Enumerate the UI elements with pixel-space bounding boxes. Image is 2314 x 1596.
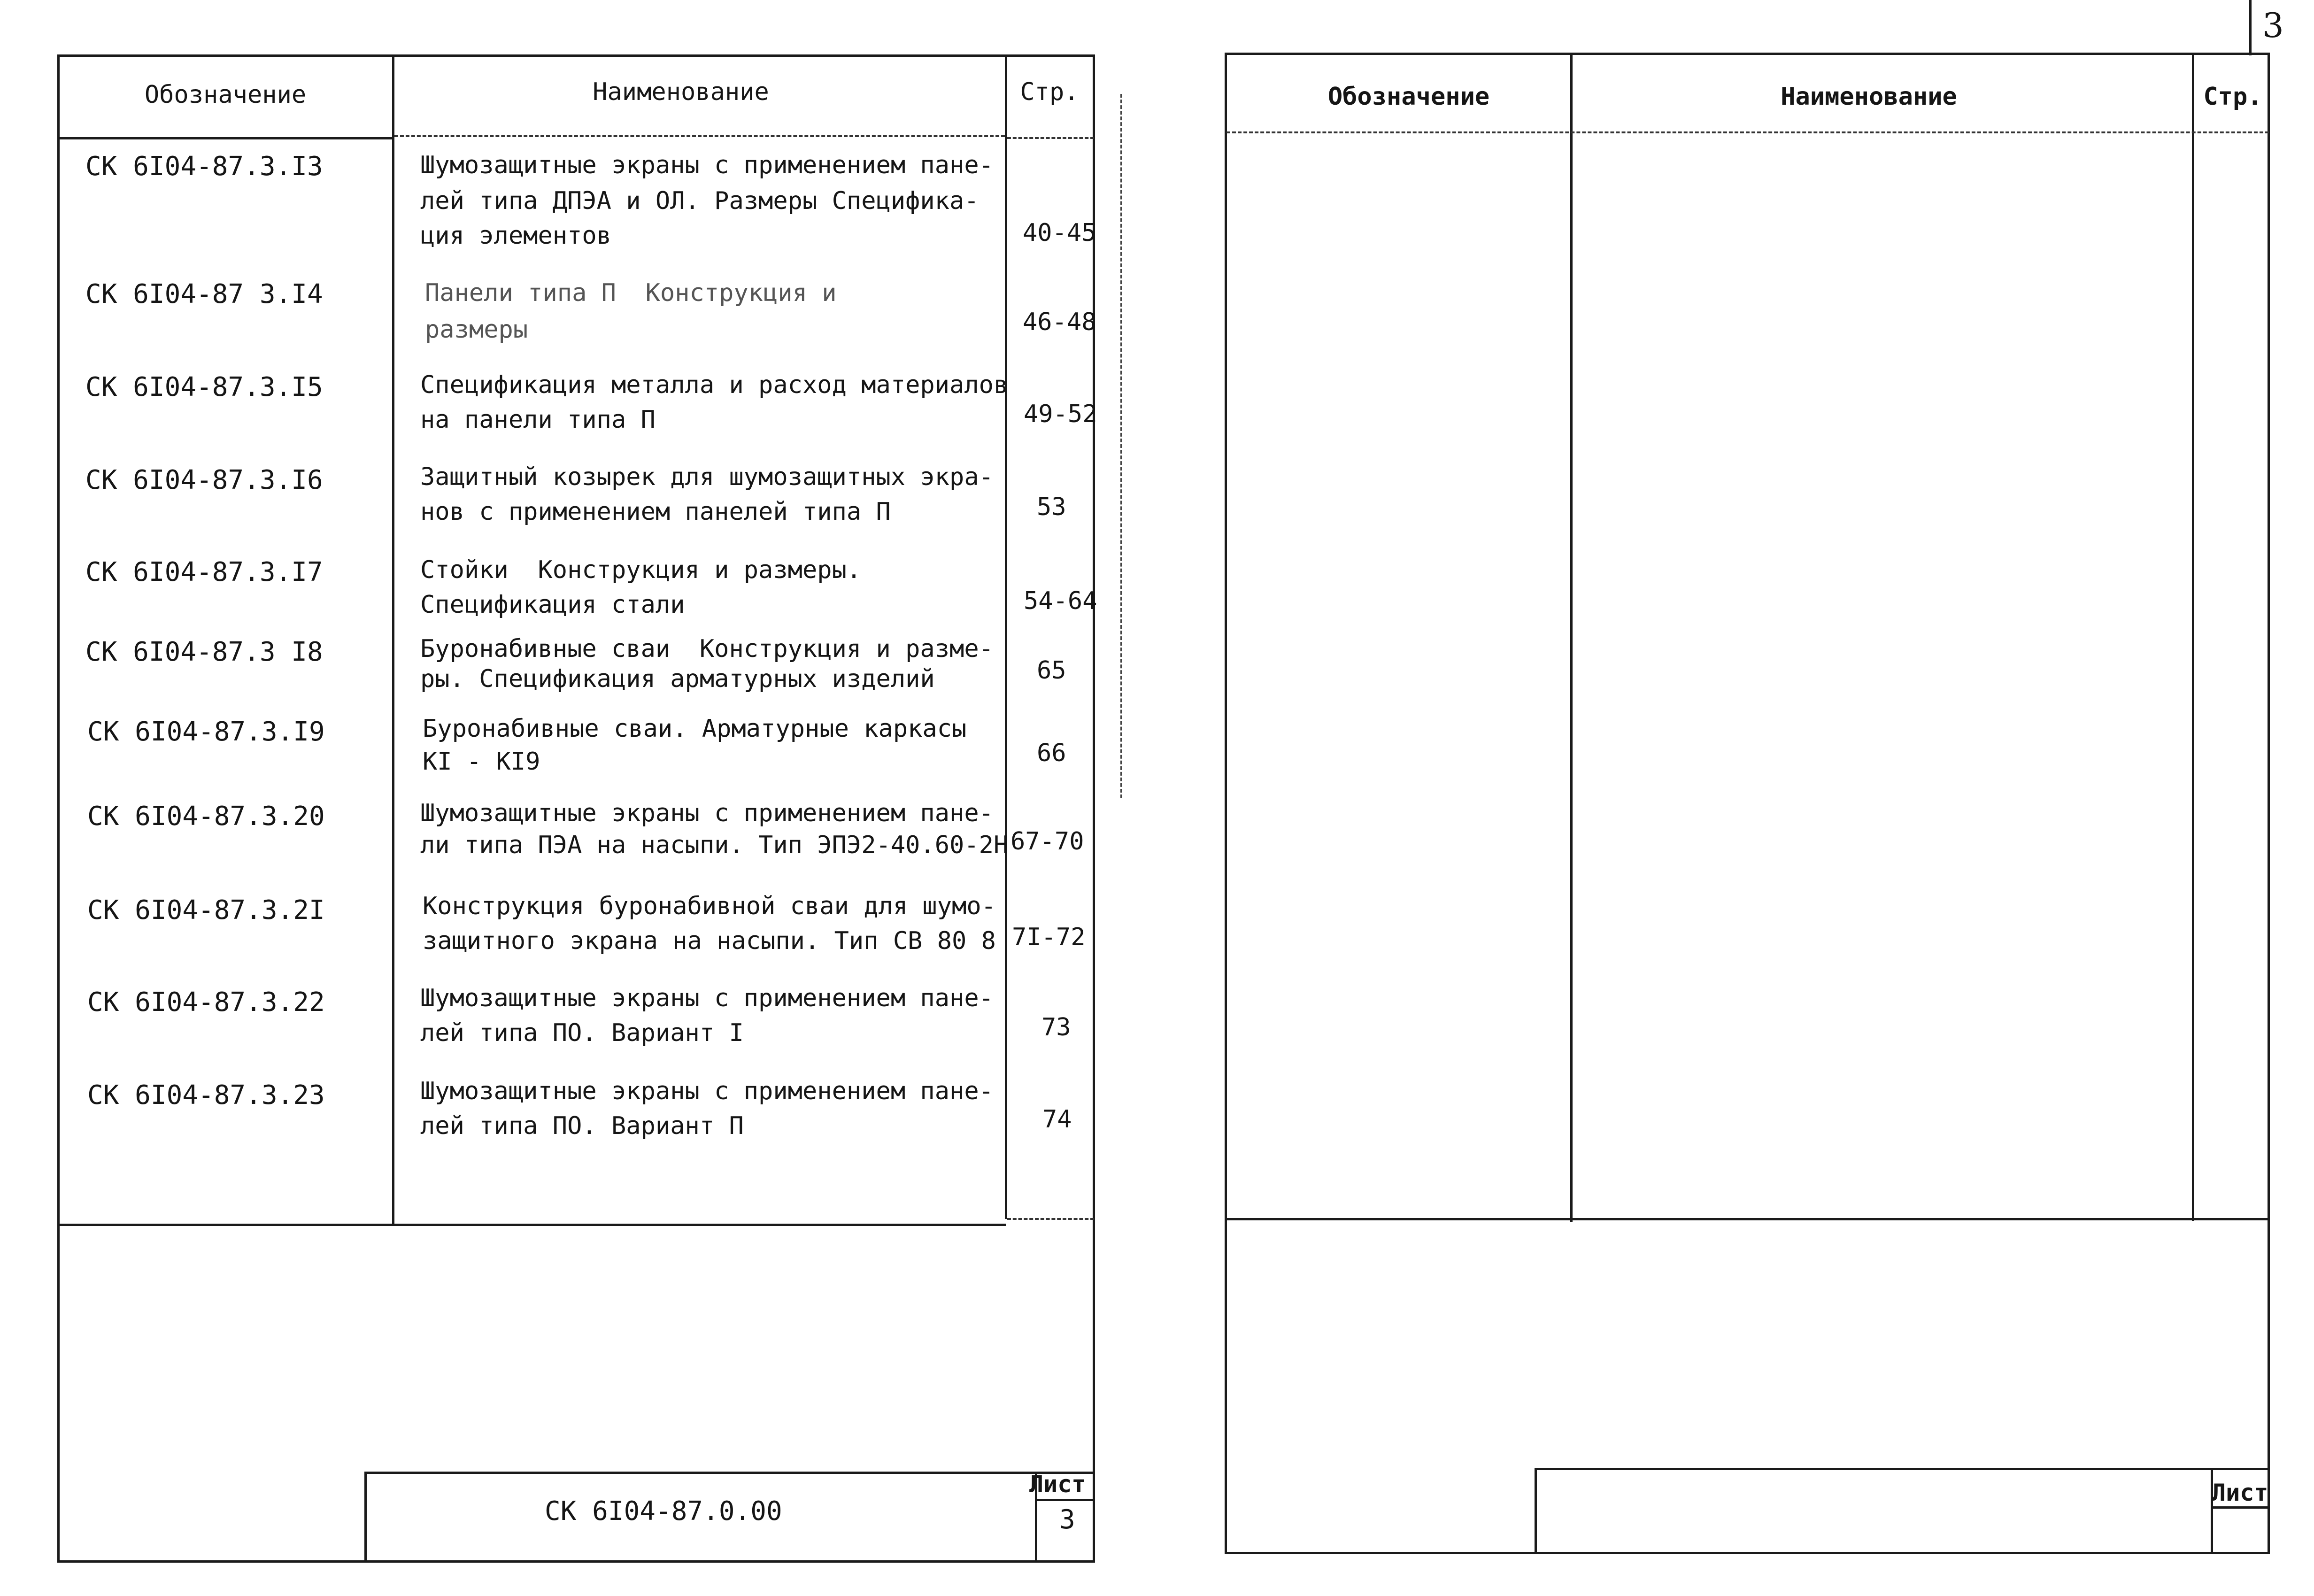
- right-stamp-sheet-label: Лист: [2212, 1479, 2268, 1506]
- row-page: 46-48: [1023, 308, 1096, 336]
- row-name-line: Стойки Конструкция и размеры.: [420, 556, 862, 584]
- row-name-line: размеры: [425, 316, 528, 344]
- row-page: 74: [1042, 1105, 1072, 1133]
- row-code: СК 6I04-87.3.2I: [87, 895, 325, 925]
- row-page: 65: [1037, 656, 1066, 685]
- row-code: СК 6I04-87 3.I4: [85, 279, 323, 309]
- row-page: 66: [1037, 739, 1066, 767]
- row-name-line: Шумозащитные экраны с применением пане-: [420, 984, 994, 1012]
- corner-box-rule: [2249, 0, 2252, 55]
- left-table-bottom-dash: [1007, 1218, 1094, 1220]
- right-header-name: Наименование: [1781, 83, 1957, 111]
- row-code: СК 6I04-87.3.23: [87, 1080, 325, 1110]
- right-stamp-left-rule: [1535, 1468, 1537, 1554]
- row-page: 53: [1037, 493, 1066, 521]
- row-page: 7I-72: [1012, 923, 1086, 951]
- row-page: 49-52: [1024, 400, 1097, 428]
- row-name-line: Спецификация металла и расход материалов: [420, 371, 1009, 399]
- row-name-line: лей типа ПО. Вариант П: [420, 1112, 744, 1140]
- right-col-divider-2: [2192, 53, 2194, 1221]
- left-stamp-sheet-label: Лист: [1029, 1471, 1086, 1498]
- row-code: СК 6I04-87.3 I8: [85, 637, 323, 667]
- left-stamp-left-rule: [364, 1472, 367, 1563]
- row-code: СК 6I04-87.3.I3: [85, 151, 323, 182]
- row-name-line: Шумозащитные экраны с применением пане-: [420, 799, 994, 827]
- left-header-name: Наименование: [593, 78, 769, 106]
- row-name-line: ры. Спецификация арматурных изделий: [420, 665, 935, 693]
- row-code: СК 6I04-87.3.I5: [85, 372, 323, 402]
- row-code: СК 6I04-87.3.20: [87, 801, 325, 832]
- row-name-line: Спецификация стали: [420, 591, 685, 619]
- row-page: 54-64: [1024, 587, 1097, 615]
- row-name-line: ли типа ПЭА на насыпи. Тип ЭПЭ2-40.60-2Н: [420, 831, 1009, 859]
- left-stamp-top-rule: [364, 1472, 1095, 1474]
- row-name-line: Шумозащитные экраны с применением пане-: [420, 1077, 994, 1105]
- row-name-line: нов с применением панелей типа П: [420, 498, 891, 526]
- left-header-rule: [57, 137, 393, 139]
- left-col-divider-1: [392, 54, 394, 1224]
- row-name-line: Конструкция буронабивной сваи для шумо-: [423, 892, 996, 920]
- left-header-designation: Обозначение: [144, 81, 307, 109]
- right-stamp-top-rule: [1535, 1468, 2270, 1470]
- row-page: 67-70: [1010, 827, 1084, 856]
- right-stamp-sheet-divider: [2211, 1506, 2270, 1509]
- row-code: СК 6I04-87.3.I7: [85, 557, 323, 587]
- row-code: СК 6I04-87.3.I6: [85, 465, 323, 495]
- row-name-line: Защитный козырек для шумозащитных экра-: [420, 463, 994, 491]
- right-header-page: Стр.: [2203, 83, 2262, 111]
- row-name-line: лей типа ДПЭА и ОЛ. Размеры Специфика-: [420, 187, 979, 215]
- left-table-bottom-rule: [57, 1224, 1006, 1226]
- left-col-divider-2: [1005, 54, 1007, 1219]
- left-stamp-sheet-divider: [1035, 1499, 1095, 1501]
- row-name-line: Шумозащитные экраны с применением пане-: [420, 151, 994, 179]
- right-header-rule-dash: [1226, 131, 2269, 133]
- right-header-designation: Обозначение: [1327, 83, 1490, 111]
- row-code: СК 6I04-87.3.I9: [87, 717, 325, 747]
- right-col-divider-1: [1570, 53, 1573, 1222]
- left-stamp-sheet-number: 3: [1059, 1504, 1075, 1535]
- right-frame: [1225, 53, 2270, 1554]
- row-name-line: Панели типа П Конструкция и: [425, 279, 837, 307]
- left-header-page: Стр.: [1020, 78, 1079, 106]
- row-name-line: защитного экрана на насыпи. Тип СВ 80 8: [423, 927, 996, 955]
- row-page: 40-45: [1023, 219, 1096, 247]
- row-name-line: Буронабивные сваи Конструкция и разме-: [420, 635, 994, 663]
- row-name-line: на панели типа П: [420, 406, 656, 434]
- left-binding-dash: [1120, 94, 1122, 798]
- row-code: СК 6I04-87.3.22: [87, 987, 325, 1018]
- right-table-bottom-rule: [1225, 1218, 2270, 1220]
- row-page: 73: [1041, 1013, 1071, 1041]
- corner-page-number: 3: [2262, 6, 2284, 45]
- left-header-rule-dash-2: [1007, 137, 1094, 139]
- row-name-line: Буронабивные сваи. Арматурные каркасы: [423, 715, 967, 743]
- row-name-line: КI - КI9: [423, 748, 540, 776]
- left-header-rule-dash: [394, 135, 1005, 137]
- left-stamp-document-code: СК 6I04-87.0.00: [545, 1496, 782, 1527]
- row-name-line: лей типа ПО. Вариант I: [420, 1019, 744, 1047]
- row-name-line: ция элементов: [420, 222, 611, 250]
